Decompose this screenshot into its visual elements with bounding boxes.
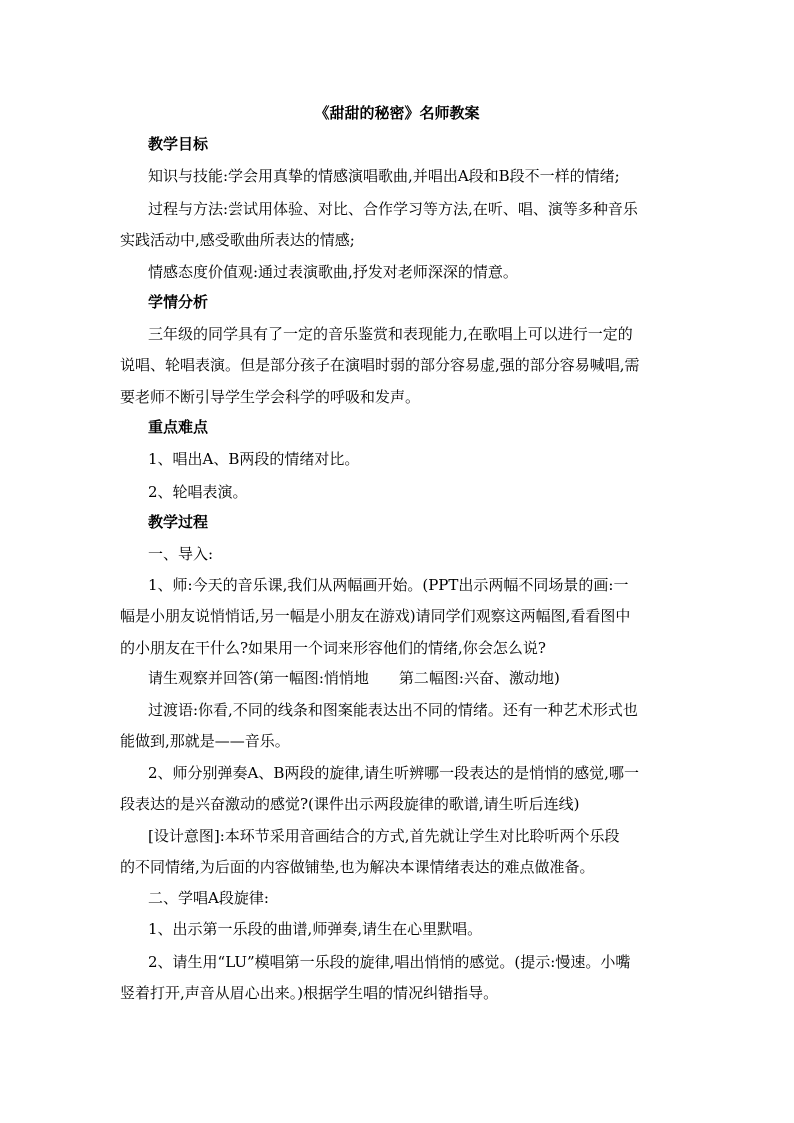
paragraph-line: 的不同情绪,为后面的内容做铺垫,也为解决本课情绪表达的难点做准备。 bbox=[120, 858, 595, 876]
section-heading-process: 教学过程 bbox=[148, 513, 209, 531]
paragraph-line: 知识与技能:学会用真挚的情感演唱歌曲,并唱出A段和B段不一样的情绪; bbox=[148, 167, 620, 185]
section-heading-goals: 教学目标 bbox=[148, 135, 209, 153]
paragraph-line: [设计意图]:本环节采用音画结合的方式,首先就让学生对比聆听两个乐段 bbox=[148, 827, 620, 845]
list-item: 2、轮唱表演。 bbox=[148, 483, 248, 501]
paragraph-line: 三年级的同学具有了一定的音乐鉴赏和表现能力,在歌唱上可以进行一定的 bbox=[148, 325, 633, 343]
paragraph-line: 要老师不断引导学生学会科学的呼吸和发声。 bbox=[120, 388, 421, 406]
paragraph-line: 2、请生用“LU”模唱第一乐段的旋律,唱出悄悄的感觉。(提示:慢速。小嘴 bbox=[148, 953, 631, 971]
paragraph-line: 段表达的是兴奋激动的感觉?(课件出示两段旋律的歌谱,请生听后连线) bbox=[120, 795, 580, 813]
paragraph-line: 竖着打开,声音从眉心出来。)根据学生唱的情况纠错指导。 bbox=[120, 984, 499, 1002]
subsection-title: 一、导入: bbox=[148, 545, 214, 563]
list-item: 1、唱出A、B两段的情绪对比。 bbox=[148, 450, 360, 468]
paragraph-line: 能做到,那就是——音乐。 bbox=[120, 732, 290, 750]
paragraph-line: 过程与方法:尝试用体验、对比、合作学习等方法,在听、唱、演等多种音乐 bbox=[148, 200, 638, 218]
paragraph-line: 的小朋友在干什么?如果用一个词来形容他们的情绪,你会怎么说? bbox=[120, 639, 546, 657]
paragraph-line: 情感态度价值观:通过表演歌曲,抒发对老师深深的情意。 bbox=[148, 263, 518, 281]
paragraph-line: 1、出示第一乐段的曲谱,师弹奏,请生在心里默唱。 bbox=[148, 920, 483, 938]
paragraph-line: 1、师:今天的音乐课,我们从两幅画开始。(PPT出示两幅不同场景的画:一 bbox=[148, 576, 629, 594]
section-heading-analysis: 学情分析 bbox=[148, 293, 209, 311]
paragraph-line: 幅是小朋友说悄悄话,另一幅是小朋友在游戏)请同学们观察这两幅图,看看图中 bbox=[120, 607, 631, 625]
section-heading-difficulties: 重点难点 bbox=[148, 418, 209, 436]
paragraph-line: 请生观察并回答(第一幅图:悄悄地 第二幅图:兴奋、激动地) bbox=[148, 669, 560, 687]
document-title: 《甜甜的秘密》名师教案 bbox=[314, 104, 480, 122]
paragraph-line: 实践活动中,感受歌曲所表达的情感; bbox=[120, 231, 355, 249]
paragraph-line: 过渡语:你看,不同的线条和图案能表达出不同的情绪。还有一种艺术形式也 bbox=[148, 701, 638, 719]
subsection-title: 二、学唱A段旋律: bbox=[148, 889, 269, 907]
paragraph-line: 说唱、轮唱表演。但是部分孩子在演唱时弱的部分容易虚,强的部分容易喊唱,需 bbox=[120, 356, 640, 374]
paragraph-line: 2、师分别弹奏A、B两段的旋律,请生听辨哪一段表达的是悄悄的感觉,哪一 bbox=[148, 764, 639, 782]
